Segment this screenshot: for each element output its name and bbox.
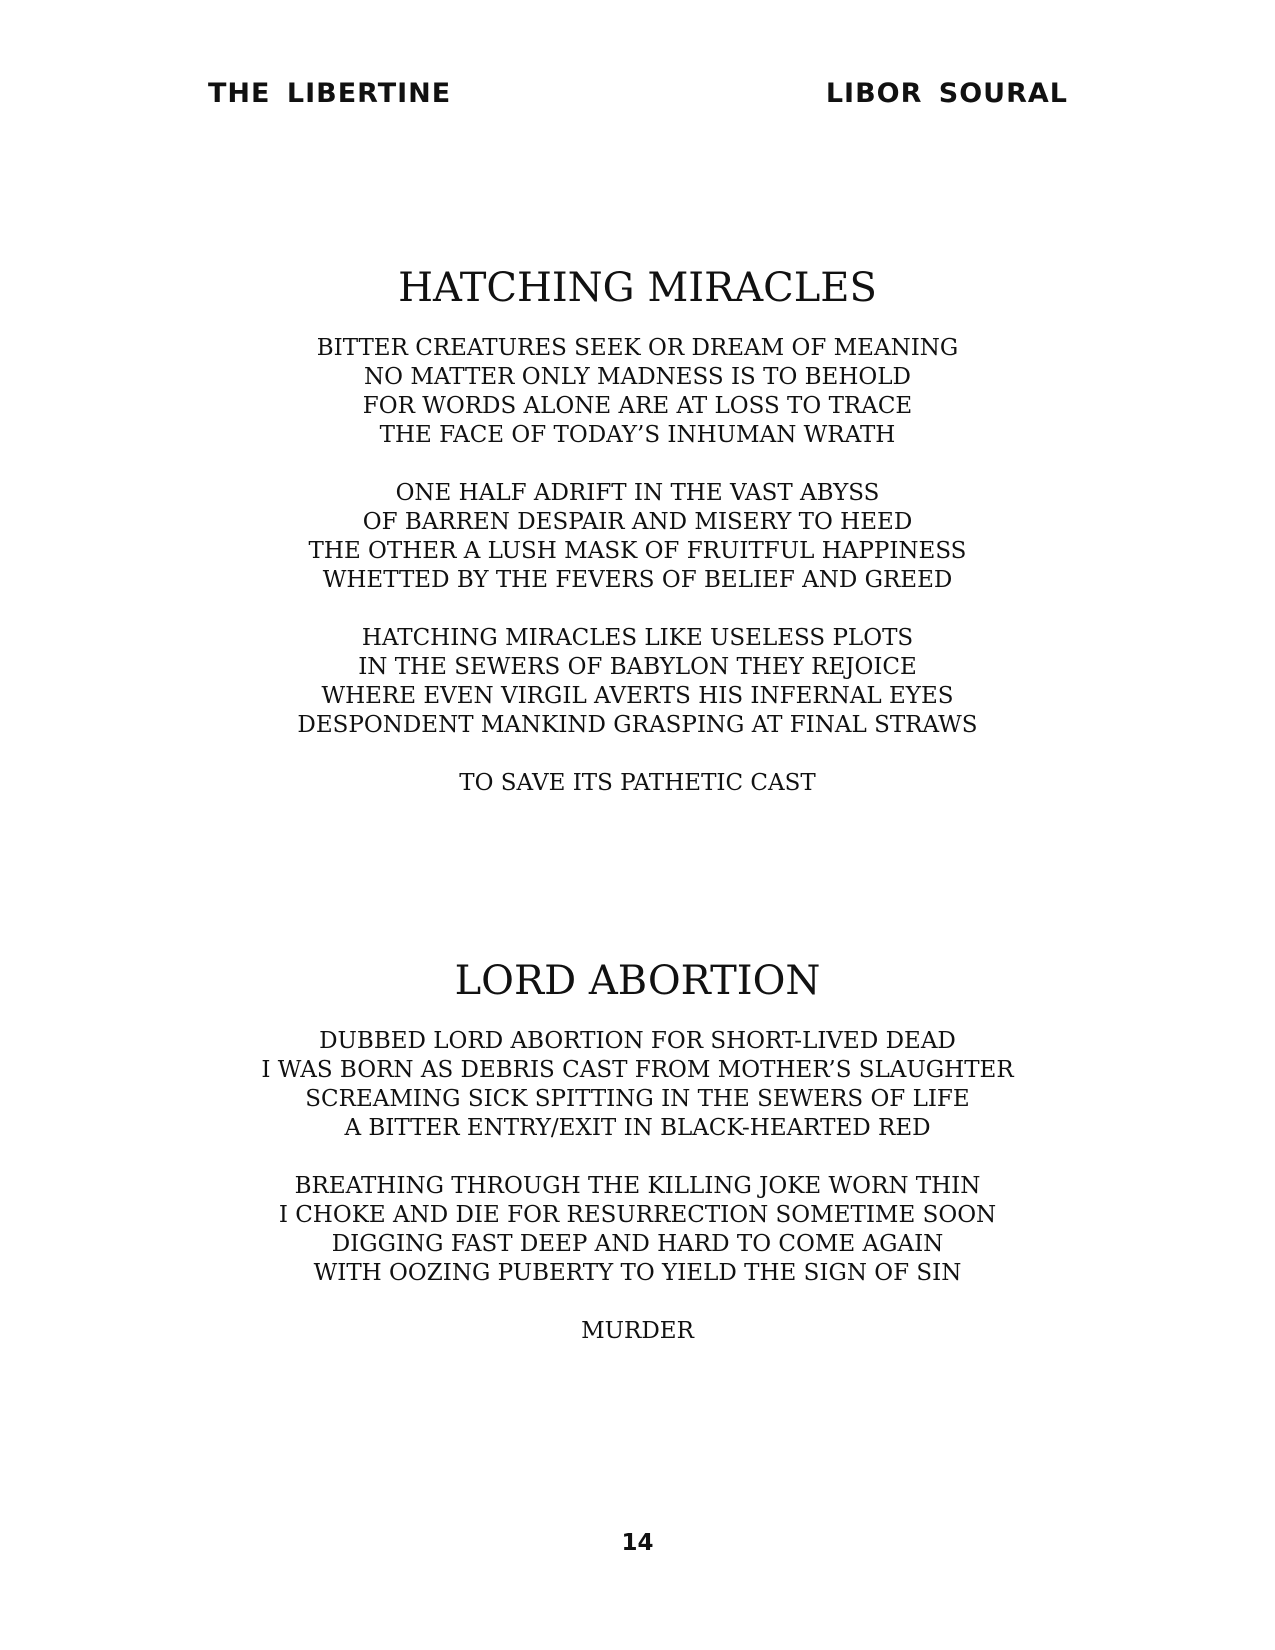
stanza — [0, 624, 1275, 740]
poem-line: DESPONDENT MANKIND GRASPING AT FINAL STRAWS — [297, 712, 978, 738]
stanza — [0, 1172, 1275, 1288]
stanza — [0, 1027, 1275, 1143]
poem-line: WHETTED BY THE FEVERS OF BELIEF AND GREED — [322, 567, 953, 593]
poem-line: MURDER — [581, 1318, 694, 1344]
poem-line: SCREAMING SICK SPITTING IN THE SEWERS OF LIFE — [305, 1086, 970, 1112]
poem-line: THE FACE OF TODAY’S INHUMAN WRATH — [379, 422, 896, 448]
stanza — [0, 769, 1275, 798]
page-number: 14 — [621, 1530, 654, 1556]
poem-line: TO SAVE ITS PATHETIC CAST — [459, 770, 816, 796]
running-header — [208, 78, 1068, 118]
poem-hatching-miracles — [0, 264, 1275, 827]
stanza — [0, 479, 1275, 595]
poem-line: A BITTER ENTRY/EXIT IN BLACK-HEARTED RED — [344, 1115, 931, 1141]
poem-line: FOR WORDS ALONE ARE AT LOSS TO TRACE — [362, 393, 913, 419]
poem-line: I CHOKE AND DIE FOR RESURRECTION SOMETIME SOON — [278, 1202, 997, 1228]
poem-line: DIGGING FAST DEEP AND HARD TO COME AGAIN — [331, 1231, 944, 1257]
poem-line: HATCHING MIRACLES LIKE USELESS PLOTS — [361, 625, 914, 651]
poem-line: NO MATTER ONLY MADNESS IS TO BEHOLD — [364, 364, 911, 390]
poem-line: WHERE EVEN VIRGIL AVERTS HIS INFERNAL EYES — [321, 683, 954, 709]
poem-title: HATCHING MIRACLES — [398, 265, 877, 311]
poem-line: BITTER CREATURES SEEK OR DREAM OF MEANING — [316, 335, 959, 361]
poem-line: THE OTHER A LUSH MASK OF FRUITFUL HAPPINESS — [308, 538, 967, 564]
poem-line: I WAS BORN AS DEBRIS CAST FROM MOTHER’S SLAUGHTER — [261, 1057, 1014, 1083]
author-name: LIBOR SOURAL — [825, 78, 1068, 109]
poem-title: LORD ABORTION — [454, 958, 821, 1004]
poem-line: ONE HALF ADRIFT IN THE VAST ABYSS — [395, 480, 880, 506]
book-title: THE LIBERTINE — [208, 78, 452, 109]
poem-line: BREATHING THROUGH THE KILLING JOKE WORN THIN — [294, 1173, 981, 1199]
stanza — [0, 334, 1275, 450]
poem-line: WITH OOZING PUBERTY TO YIELD THE SIGN OF SIN — [313, 1260, 962, 1286]
stanza — [0, 1317, 1275, 1346]
poem-line: OF BARREN DESPAIR AND MISERY TO HEED — [362, 509, 913, 535]
poem-line: IN THE SEWERS OF BABYLON THEY REJOICE — [358, 654, 917, 680]
poem-line: DUBBED LORD ABORTION FOR SHORT-LIVED DEAD — [319, 1028, 956, 1054]
poem-lord-abortion — [0, 957, 1275, 1375]
